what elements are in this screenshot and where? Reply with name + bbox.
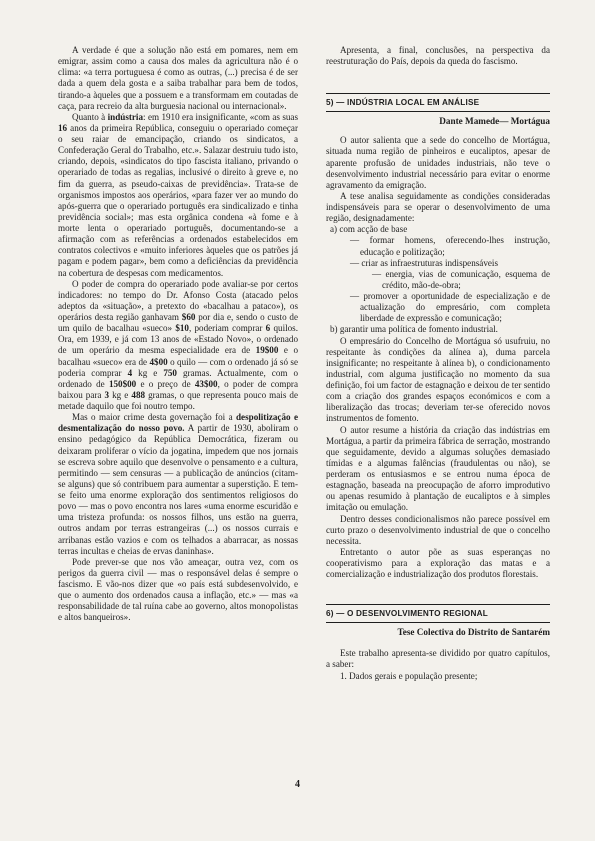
list-item: — energia, vias de comunicação, esquema de crédito, mão-de-obra; bbox=[372, 268, 550, 290]
section-6-item-1: 1. Dados gerais e população presente; bbox=[340, 670, 478, 681]
section-5-heading: 5) — INDÚSTRIA LOCAL EM ANÁLISE bbox=[326, 93, 550, 107]
section-6-heading: 6) — O DESENVOLVIMENTO REGIONAL bbox=[326, 604, 550, 618]
section-5-author: Dante Mamede— Mortágua bbox=[326, 111, 550, 126]
left-paragraph-2: Quanto à indústria: em 1910 era insignificante, «com as suas 16 anos da primeira República, conseguiu o operariado começar o seu raiar de emancipação, criando os sindicatos, a Confederação Geral do Trabalho, etc.». Salazar destruiu tudo isto, criando, depois, «sindicatos do tipo fascista italiano, privando o operariado de todas as regalias, inclusivé o direito à greve e, no fim da guerra, as pseudo-caixas de previdência». Trata-se de organismos impostos aos operários, «para fazer ver ao mundo do após-guerra que o operariado português era sindicalizado e tinha previdência social»; mas esta orgânica condena «à fome e à morte lenta o operariado português, documentando-se a afirmação com as referências a ordenados estabelecidos em contratos colectivos e «muito inferiores àqueles que os patrões já pagam e podem pagar», bem como a deficiências da previdência na cobertura de despesas com medicamentos. bbox=[58, 111, 298, 278]
list-item: — criar as infraestruturas indispensáveis bbox=[350, 257, 498, 268]
section-5-paragraph-3: O empresário do Concelho de Mortágua só usufruiu, no respeitante às condições da alínea a), duma parcela insignificante; no respeitante à alínea b), o condicionamento industrial, com alguma justificação no momento da sua definição, foi um factor de estagnação e deixou de ter sentido com a criação dos grandes espaços económicos e com a liberalização das trocas; deveriam ter-se oferecido novos instrumentos de fomento. bbox=[326, 335, 550, 424]
list-item: — promover a oportunidade de especialização e de actualização do empresário, com completa liberdade de expressão e comunicação; bbox=[350, 291, 550, 324]
section-5-paragraph-2: A tese analisa seguidamente as condições consideradas indispensáveis para se operar o desenvolvimento de uma região, designadamente: bbox=[326, 190, 550, 224]
right-paragraph-1: Apresenta, a final, conclusões, na perspectiva da reestruturação do País, depois da queda do fascismo. bbox=[326, 45, 550, 67]
section-5-paragraph-5: Dentro desses condicionalismos não parece possível em curto prazo o desenvolvimento industrial de que o concelho necessita. bbox=[326, 513, 550, 546]
left-column bbox=[58, 45, 298, 624]
right-column bbox=[326, 45, 550, 682]
section-5-paragraph-1: O autor salienta que a sede do concelho de Mortágua, situada numa região de pinheiros e eucaliptos, apesar de aparente profusão de unidades industriais, não teve o desenvolvimento industrial necessário para evitar o enorme agravamento da emigração. bbox=[326, 135, 550, 190]
left-paragraph-4: Mas o maior crime desta governação foi a despolitização e desmentalização do nosso povo. A partir de 1930, aboliram o ensino pedagógico da República Democrática, fizeram ou deixaram proliferar o vício da jogatina, impedem que nos jornais se escreva sobre aquilo que desenvolve o pensamento e a cultura, permitindo — sem censuras — a publicação de anúncios (citam-se alguns) que só contribuem para aumentar a superstição. E tem-se feito uma enorme exploração dos sentimentos religiosos do povo — mas o povo encontra nos lares «uma enorme escuridão e uma tristeza profunda: os nossos filhos, uns estão na guerra, outros andam por terras estrangeiras (...) os nossos currais e arribanas estão vazios e com os telhados a abarracar, as nossas terras incultas e cheias de ervas daninhas». bbox=[58, 412, 298, 556]
section-5-paragraph-4: O autor resume a história da criação das indústrias em Mortágua, a partir da primeira fábrica de serração, mostrando que seguidamente, devido a algumas soluções demasiado tímidas e a algumas falências (fraudulentas ou não), se perderam os entusiasmos e se entrou numa época de estagnação, baseada na preocupação de aforro improdutivo ou apenas resumido à plantação de eucaliptos e à simples imitação ou emulação. bbox=[326, 424, 550, 513]
list-item: b) garantir uma política de fomento industrial. bbox=[330, 324, 498, 335]
page-number: 4 bbox=[295, 779, 300, 790]
list-item: a) com acção de base bbox=[330, 224, 408, 235]
section-6-paragraph-1: Este trabalho apresenta-se dividido por quatro capítulos, a saber: bbox=[326, 648, 550, 670]
section-5-paragraph-6: Entretanto o autor põe as suas esperanças no cooperativismo para a exploração das matas e a comercialização e industrialização dos produtos florestais. bbox=[326, 546, 550, 580]
bold-term-industria: indústria bbox=[107, 111, 144, 122]
left-paragraph-5: Pode prever-se que nos vão ameaçar, outra vez, com os perigos da guerra civil — mas o responsável delas é sempre o fascismo. E vão-nos dizer que «o país está subdesenvolvido, e que o aumento dos ordenados causa a inflação, etc.» — mas «a responsabilidade de tal ruína cabe ao governo, altos monopolistas e altos banqueiros». bbox=[58, 556, 298, 623]
left-paragraph-1: A verdade é que a solução não está em pomares, nem em emigrar, assim como a causa dos males da agricultura não é o clima: «a terra portuguesa é como as outras, (...) precisa é de ser dada a quem dela gosta e a saiba trabalhar para bem de todos, tirando-a àqueles que a possuem e a transformam em coutadas de caça, para recreio da alta burguesia nacional ou internacional». bbox=[58, 45, 298, 111]
conditions-list bbox=[326, 224, 550, 335]
list-item: — formar homens, oferecendo-lhes instrução, educação e politização; bbox=[350, 235, 550, 257]
left-paragraph-3: O poder de compra do operariado pode avaliar-se por certos indicadores: no tempo do Dr. Afonso Costa (atacado pelos adeptos da «situação», a pretexto do «bacalhau a pataco»), os operários desta região ganhavam $60 por dia e, sendo o custo de um quilo de bacalhau «sueco» $10, poderiam comprar 6 quilos. Ora, em 1939, e já com 13 anos de «Estado Novo», o ordenado de um operário da mesma especialidade era de 19$00 e o bacalhau «sueco» era de 4$00 o quilo — com o ordenado já só se poderia comprar 4 kg e 750 gramas. Actualmente, com o ordenado de 150$00 e o preço de 43$00, o poder de compra baixou para 3 kg e 488 gramas, o que representa pouco mais de metade daquilo que foi noutro tempo. bbox=[58, 278, 299, 411]
section-6-author: Tese Colectiva do Distrito de Santarém bbox=[326, 622, 550, 637]
bold-phrase-despolitizacao: despolitização e desmentalização do nosso povo. bbox=[58, 412, 298, 434]
